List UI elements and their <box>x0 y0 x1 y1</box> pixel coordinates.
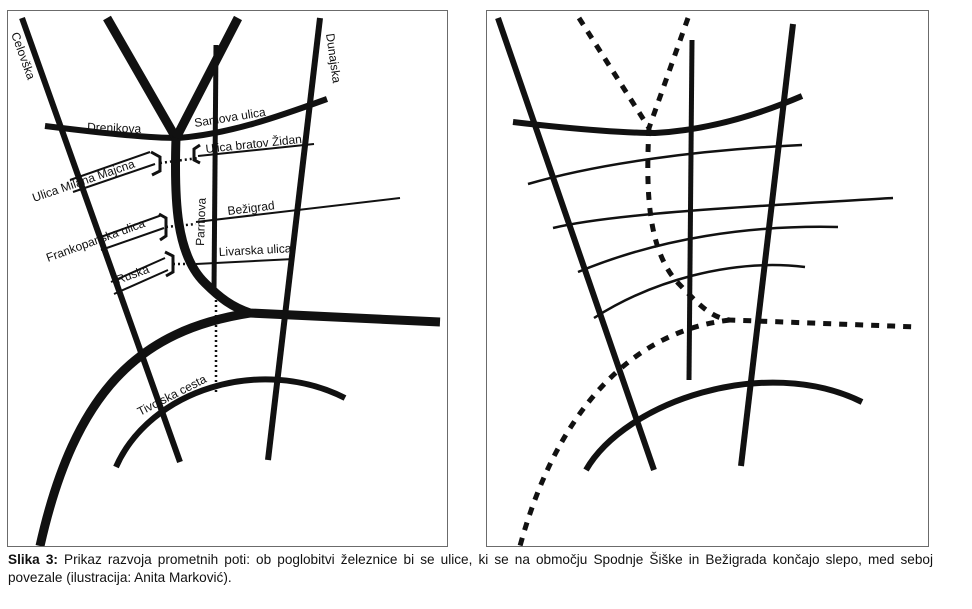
street-livarska-connected <box>594 265 805 318</box>
dead-end-bracket <box>159 214 166 240</box>
railway-underground <box>520 18 918 546</box>
street-drenikova-samova <box>513 96 802 133</box>
street-bratov-zidan-connected <box>528 145 802 184</box>
railway-branch-left <box>107 18 176 138</box>
dead-end-bracket <box>165 252 173 276</box>
caption-text: Prikaz razvoja prometnih poti: ob poglobitvi železnice bi se ulice, ki se na območju Spodnje Šiške in Bežigrada končajo slepo, med seboj povezale (ilustracija: Anita Marković). <box>8 552 934 585</box>
label-drenikova: Drenikova <box>86 120 142 136</box>
street-lower-arc <box>116 379 345 467</box>
label-livarska: Livarska ulica <box>218 241 292 259</box>
street-dunajska <box>268 18 320 460</box>
label-frankopanska: Frankopanska ulica <box>44 216 147 265</box>
label-dunajska: Dunajska <box>323 32 344 84</box>
street-celovska <box>498 18 654 470</box>
street-parmova <box>214 45 216 290</box>
dead-end-bracket <box>151 152 160 175</box>
street-bezigrad-connected <box>553 198 893 228</box>
label-samova: Samova ulica <box>193 104 267 130</box>
label-bezigrad: Bežigrad <box>226 198 276 218</box>
dead-end-bracket <box>194 145 200 163</box>
street-dunajska <box>741 24 793 466</box>
label-bratov-zidan: Ulica bratov Židan <box>204 131 303 156</box>
label-ruska: Ruska <box>114 262 151 287</box>
label-celovska: Celovška <box>8 30 39 82</box>
label-tivolska: Tivolska cesta <box>135 371 209 419</box>
label-parmova: Parmova <box>193 197 209 247</box>
figure-caption <box>8 551 933 587</box>
street-livarska <box>196 259 294 264</box>
label-milana-majcna: Ulica Milana Majcna <box>30 156 137 205</box>
caption-label: Slika 3: <box>8 552 58 567</box>
